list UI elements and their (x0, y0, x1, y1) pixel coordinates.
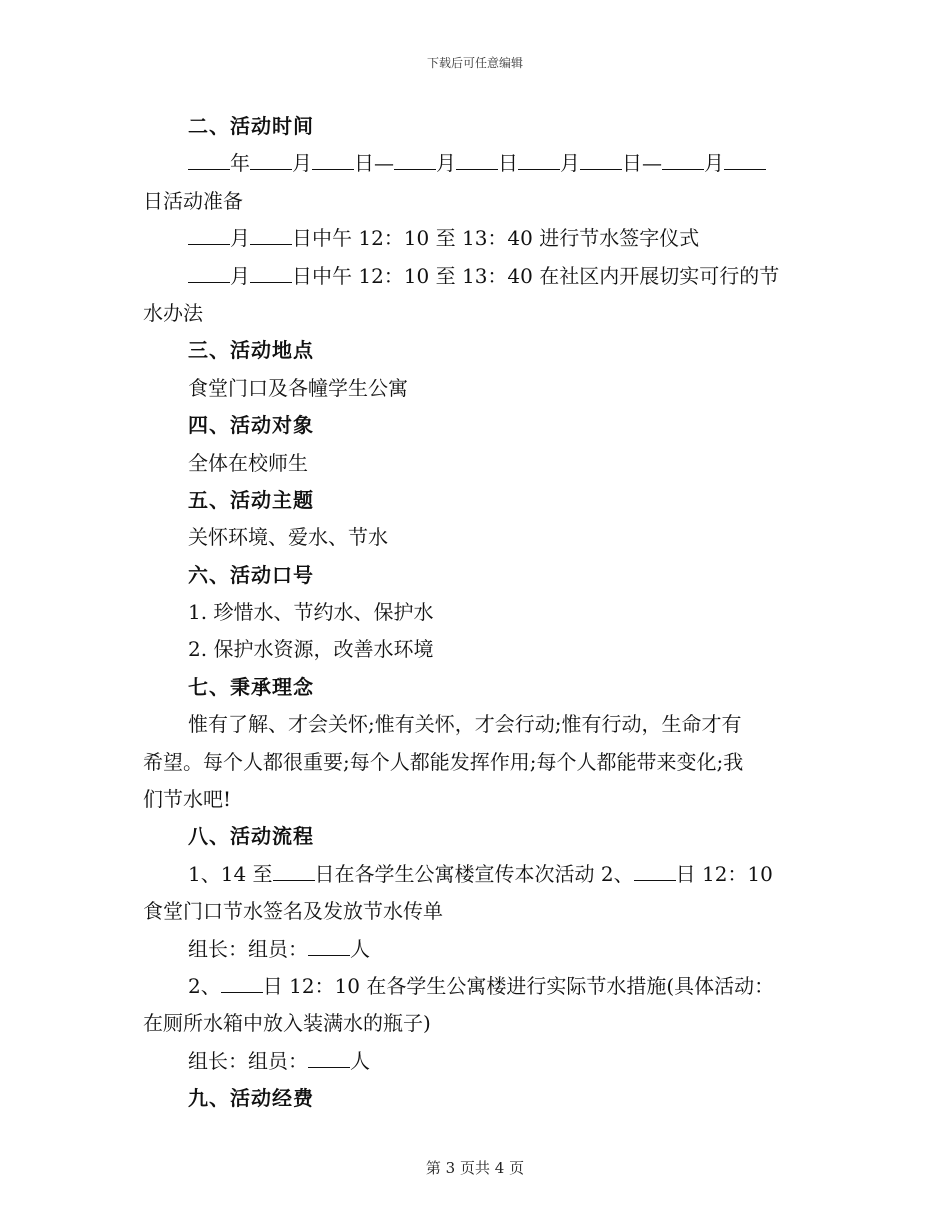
time-line-3 (143, 220, 808, 257)
section-heading-place: 三、活动地点 (188, 338, 314, 363)
fill-blank (518, 168, 560, 170)
section-heading-target: 四、活动对象 (188, 413, 314, 438)
text-span: 日中午 12：10 至 13：40 在社区内开展切实可行的节 (292, 263, 780, 288)
section-heading-theme: 五、活动主题 (188, 487, 314, 512)
time-line-4 (143, 258, 808, 295)
text-span: 日 12：10 (675, 861, 773, 886)
text-span: 日中午 12：10 至 13：40 进行节水签字仪式 (292, 226, 700, 251)
fill-blank (312, 168, 354, 170)
process-step-1 (143, 856, 808, 893)
text-span: 人 (350, 1048, 370, 1073)
text-span: 2、 (188, 973, 221, 998)
idea-line: 惟有了解、才会关怀;惟有关怀，才会行动;惟有行动，生命才有 (188, 712, 742, 737)
page-footer: 第 3 页共 4 页 (425, 1159, 525, 1177)
target-text: 全体在校师生 (188, 450, 308, 475)
fill-blank (188, 168, 230, 170)
text-span: 人 (350, 936, 370, 961)
fill-blank (456, 168, 498, 170)
text-span: 年 (230, 151, 250, 176)
fill-blank (308, 954, 350, 956)
theme-text: 关怀环境、爱水、节水 (188, 525, 388, 550)
process-step-2-cont: 在厕所水箱中放入装满水的瓶子) (143, 1011, 431, 1036)
text-span: 月 (704, 151, 724, 176)
fill-blank (634, 879, 676, 881)
fill-blank (188, 281, 230, 283)
section-heading-idea: 七、秉承理念 (188, 674, 314, 699)
slogan-item: 2. 保护水资源，改善水环境 (188, 637, 434, 662)
text-span: 月 (436, 151, 456, 176)
text-span: 日 12：10 在各学生公寓楼进行实际节水措施(具体活动： (262, 973, 775, 998)
text-span: 月 (230, 263, 250, 288)
text-span: 日— (622, 151, 662, 176)
text-span: 月 (560, 151, 580, 176)
time-line-5: 水办法 (143, 300, 203, 325)
text-span: 日 (498, 151, 518, 176)
section-heading-time: 二、活动时间 (188, 114, 314, 138)
text-span: 组长：组员： (188, 936, 308, 961)
idea-line: 希望。每个人都很重要;每个人都能发挥作用;每个人都能带来变化;我 (143, 749, 744, 774)
process-leader-2 (143, 1043, 808, 1080)
fill-blank (250, 281, 292, 283)
fill-blank (188, 243, 230, 245)
section-heading-funds: 九、活动经费 (188, 1086, 314, 1111)
process-step-2 (143, 968, 808, 1005)
text-span: 日— (354, 151, 394, 176)
text-span: 1、14 至 (188, 861, 273, 886)
fill-blank (662, 168, 704, 170)
fill-blank (580, 168, 622, 170)
text-span: 月 (230, 226, 250, 251)
fill-blank (250, 243, 292, 245)
fill-blank (394, 168, 436, 170)
text-span: 月 (292, 151, 312, 176)
fill-blank (273, 879, 315, 881)
section-heading-process: 八、活动流程 (188, 824, 314, 849)
fill-blank (724, 168, 766, 170)
text-span: 组长：组员： (188, 1048, 308, 1073)
time-line-2: 日活动准备 (143, 188, 243, 213)
slogan-item: 1. 珍惜水、节约水、保护水 (188, 600, 434, 625)
text-span: 日在各学生公寓楼宣传本次活动 2、 (314, 861, 634, 886)
place-text: 食堂门口及各幢学生公寓 (188, 375, 408, 400)
time-line-1 (143, 145, 808, 182)
page-header: 下载后可任意编辑 (426, 56, 523, 70)
idea-line: 们节水吧! (143, 787, 232, 812)
fill-blank (221, 991, 263, 993)
document-body (143, 108, 808, 1118)
process-leader-1 (143, 931, 808, 968)
fill-blank (308, 1066, 350, 1068)
section-heading-slogan: 六、活动口号 (188, 562, 314, 587)
fill-blank (250, 168, 292, 170)
process-step-1-cont: 食堂门口节水签名及发放节水传单 (143, 899, 443, 924)
